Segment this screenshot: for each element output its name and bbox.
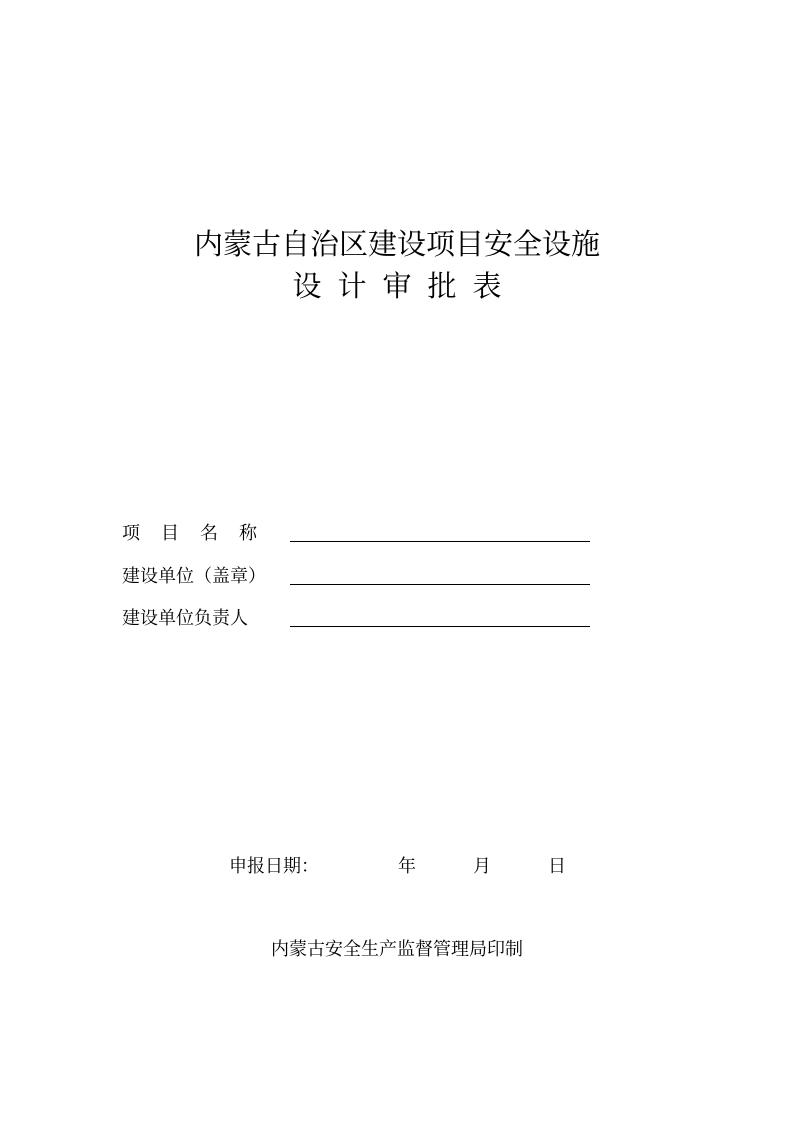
document-title-line-1: 内蒙古自治区建设项目安全设施 bbox=[193, 227, 600, 261]
field-line-project-name[interactable] bbox=[290, 541, 590, 542]
field-label-construction-unit: 建设单位（盖章） bbox=[122, 566, 266, 587]
application-date-row bbox=[0, 854, 794, 880]
field-label-project-name: 项目名称 bbox=[122, 523, 278, 544]
field-line-construction-unit[interactable] bbox=[290, 584, 590, 585]
issuer-footer: 内蒙古安全生产监督管理局印制 bbox=[271, 939, 523, 960]
date-day-label: 日 bbox=[548, 856, 566, 877]
document-title-line-2: 设计审批表 bbox=[292, 269, 518, 303]
field-label-unit-responsible-person: 建设单位负责人 bbox=[122, 608, 248, 629]
field-line-unit-responsible-person[interactable] bbox=[290, 626, 590, 627]
date-month-label: 月 bbox=[473, 856, 491, 877]
date-year-label: 年 bbox=[398, 856, 416, 877]
date-label: 申报日期： bbox=[229, 856, 319, 877]
